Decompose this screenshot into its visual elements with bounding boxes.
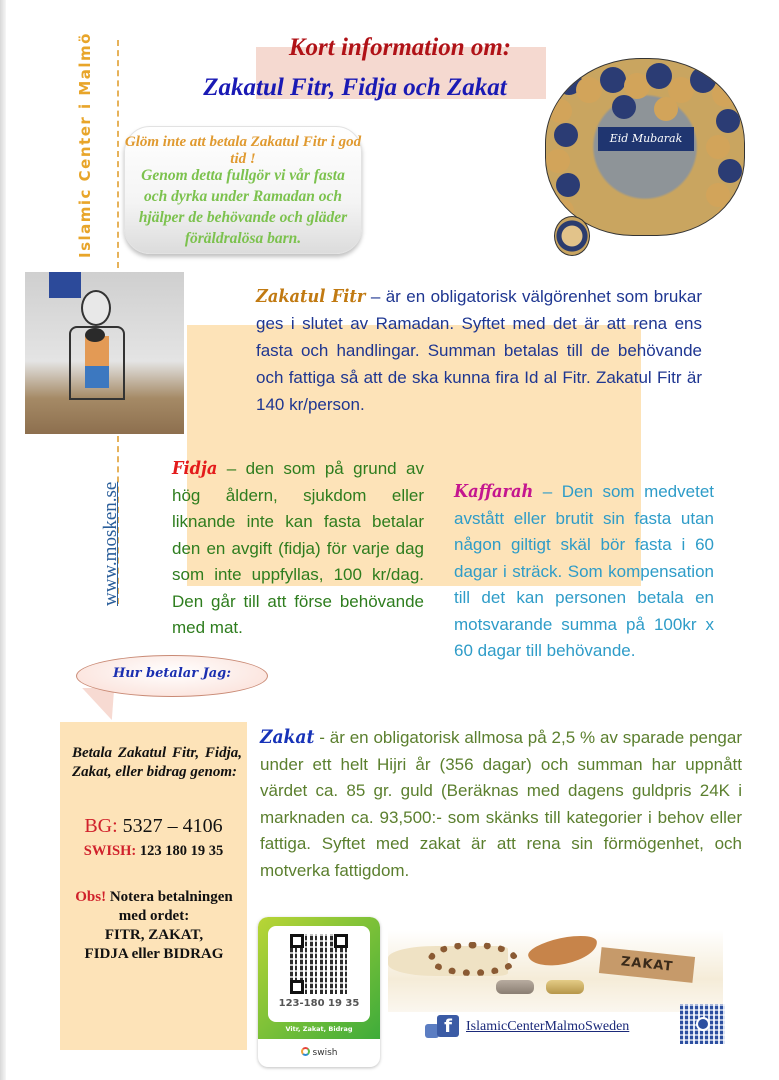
zakatul-fitr-text: – är en obligatorisk välgörenhet som brukar ges i slutet av Ramadan. Syftet med det är att rena ens fasta och handlingar. Summan betalas till de behövande och fattiga så att de ska kunna fira Id al Fitr. Zakatul Fitr är 140 kr/person. bbox=[256, 287, 702, 414]
fidja-paragraph bbox=[172, 456, 424, 642]
bankgiro-number: 5327 – 4106 bbox=[122, 815, 223, 837]
note-words-1: FITR, ZAKAT, bbox=[104, 927, 204, 943]
swish-logo: swish bbox=[258, 1047, 380, 1058]
swish-qr-panel bbox=[268, 926, 370, 1022]
page-title-line-1: Kort information om: bbox=[288, 34, 512, 61]
page-edge-shadow bbox=[0, 0, 6, 1080]
sidebar-brand: Islamic Center i Malmö bbox=[76, 32, 94, 258]
page-title-line-2: Zakatul Fitr, Fidja och Zakat bbox=[203, 74, 507, 101]
note-text: Notera betalningen med ordet: bbox=[106, 889, 233, 924]
child-drawing-image bbox=[25, 272, 184, 434]
note-label: Obs! bbox=[75, 889, 107, 905]
swish-card-caption: Vitr, Zakat, Bidrag bbox=[285, 1025, 353, 1033]
zakatul-fitr-paragraph bbox=[256, 283, 702, 418]
prayer-beads bbox=[428, 942, 518, 976]
zakat-paragraph bbox=[260, 724, 742, 884]
kaffarah-text: – Den som medvetet avstått eller brutit sin fasta utan någon giltigt skäl bör fasta i 60 dagar i sträck. Som kompensation till det kan personen betala en motsvarande summa på 100kr x 60 dagar till behövande. bbox=[454, 482, 714, 660]
eid-balloon-photo bbox=[545, 58, 745, 236]
sidebar-divider-top bbox=[117, 40, 119, 268]
fidja-term: Fidja bbox=[172, 458, 218, 479]
mini-balloon-thumbnail bbox=[554, 216, 590, 256]
bankgiro-line bbox=[60, 815, 247, 838]
note-words-2: FIDJA eller BIDRAG bbox=[84, 946, 224, 962]
reminder-body: Genom detta fullgör vi vår fasta och dyrka under Ramadan och hjälper de behövande och gläder föräldralösa barn. bbox=[138, 167, 348, 247]
kaffarah-term: Kaffarah bbox=[454, 481, 534, 502]
zakat-term: Zakat bbox=[260, 726, 315, 748]
zakat-photo bbox=[388, 930, 723, 1012]
bankgiro-label: BG: bbox=[84, 815, 118, 837]
swish-line bbox=[60, 843, 247, 860]
website-link[interactable]: www.mosken.se bbox=[100, 481, 121, 606]
facebook-page-link[interactable]: IslamicCenterMalmoSweden bbox=[466, 1019, 630, 1034]
reminder-title: Glöm inte att betala Zakatul Fitr i god tid ! bbox=[124, 134, 362, 167]
kaffarah-paragraph bbox=[454, 479, 714, 665]
zakat-tag: ZAKAT bbox=[599, 947, 695, 983]
swish-number: 123 180 19 35 bbox=[139, 843, 224, 859]
zakatul-fitr-term: Zakatul Fitr bbox=[256, 286, 366, 307]
fidja-text: – den som på grund av hög åldern, sjukdom eller liknande inte kan fasta betalar den en avgift (fidja) för varje dag som inte uppfyllas, 100 kr/dag. Den går till att förse behövande med mat. bbox=[172, 459, 424, 637]
facebook-qr-logo-icon bbox=[696, 1017, 710, 1031]
facebook-like-icon[interactable]: f bbox=[425, 1015, 459, 1039]
wooden-bowl bbox=[526, 931, 600, 971]
swish-logo-icon bbox=[301, 1047, 310, 1056]
payment-note bbox=[64, 888, 244, 964]
eid-mubarak-banner: Eid Mubarak bbox=[598, 127, 694, 151]
swish-label: SWISH: bbox=[83, 843, 137, 859]
swish-qr-card[interactable] bbox=[258, 917, 380, 1067]
payment-intro: Betala Zakatul Fitr, Fidja, Zakat, eller bidrag genom: bbox=[72, 745, 242, 780]
swish-card-number: 123-180 19 35 bbox=[278, 998, 360, 1009]
how-to-pay-heading: Hur betalar Jag: bbox=[112, 666, 232, 681]
zakat-text: - är en obligatorisk allmosa på 2,5 % av sparade pengar under ett helt Hijri år (356 dagar) och summan har uppnått värdet ca. 85 gr. guld (Beräknas med dagens guldpris 24K i marknaden ca. 93,500:- som skänks till kategorier i behov eller fattiga. Syftet med zakat är att rena sin förmögenhet, och motverka fattigdom. bbox=[260, 728, 742, 880]
